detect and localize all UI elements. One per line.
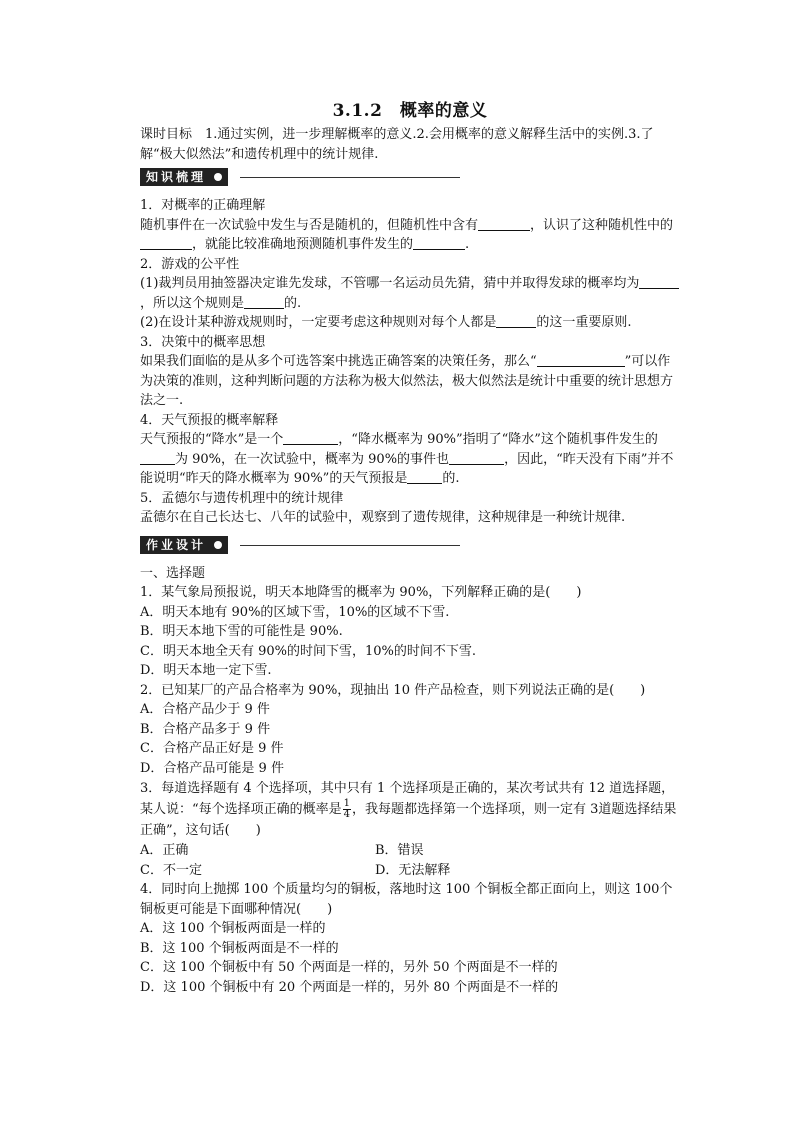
option-d[interactable]: D．明天本地一定下雪. [140,663,272,678]
document-page [140,100,680,997]
fill-blank[interactable] [449,450,504,465]
bullet-dot-icon [214,173,222,181]
question-stem: 3．每道选择题有 4 个选择项，其中只有 1 个选择项是正确的，某次考试共有 12 道选择题，某人说：“每个选择项正确的概率是 $\frac{1}{4}$ ，我每题都选择第一个选择项，则一定有 3道题选择结果正确”，这句话( ) [140,781,677,838]
fill-blank[interactable] [413,235,465,250]
option-c[interactable]: C．明天本地全天有 90%的时间下雪，10%的时间不下雪. [140,643,477,659]
option-c[interactable]: C．合格产品正好是 9 件 [140,741,284,756]
option-c[interactable]: C．这 100 个铜板中有 50 个两面是一样的，另外 50 个两面是不一样的 [140,960,558,975]
fill-blank[interactable] [639,274,679,289]
option-a[interactable]: A．合格产品少于 9 件 [140,702,270,717]
fill-blank[interactable] [140,450,175,465]
item-heading: 3．决策中的概率思想 [140,334,266,350]
fill-blank[interactable] [283,430,338,445]
section-badge: 作业设计 [140,536,228,554]
option-a[interactable]: A．这 100 个铜板两面是一样的 [140,921,326,936]
item-text: (1)裁判员用抽签器决定谁先发球，不管哪一名运动员先猜，猜中并取得发球的概率均为，所以这个规则是 的. [140,274,680,313]
page-title: 3.1.2 概率的意义 [332,101,488,121]
fill-blank[interactable] [496,313,536,328]
item-text: (2)在设计某种游戏规则时，一定要考虑这种规则对每个人都是 的这一重要原则. [140,315,632,330]
question-stem: 4．同时向上抛掷 100 个质量均匀的铜板，落地时这 100 个铜板全都正面向上，则这 100个铜板更可能是下面哪种情况( ) [140,882,673,917]
question-stem: 1．某气象局预报说，明天本地降雪的概率为 90%，下列解释正确的是( ) [140,585,582,600]
part-heading: 一、选择题 [140,565,206,581]
question-stem: 2．已知某厂的产品合格率为 90%，现抽出 10 件产品检查，则下列说法正确的是( ) [140,682,646,698]
fill-blank[interactable] [537,352,625,367]
item-text: 随机事件在一次试验中发生与否是随机的，但随机性中含有 ，认识了这种随机性中的，就能比较准确地预测随机事件发生的 . [140,217,674,252]
fill-blank[interactable] [140,235,192,250]
item-text: 孟德尔在自己长达七、八年的试验中，观察到了遗传规律，这种规律是一种统计规律. [140,510,626,525]
lesson-goal: 课时目标 1.通过实例，进一步理解概率的意义.2.会用概率的意义解释生活中的实例.3.了解“极大似然法”和遗传机理中的统计规律. [140,127,654,162]
option-row [140,861,680,881]
item-heading: 2．游戏的公平性 [140,256,240,272]
option-c[interactable]: C．不一定 [140,862,202,878]
option-b[interactable]: B．这 100 个铜板两面是不一样的 [140,940,339,956]
option-b[interactable]: B．合格产品多于 9 件 [140,721,271,737]
fill-blank[interactable] [407,469,442,484]
option-a[interactable]: A．明天本地有 90%的区域下雪，10%的区域不下雪. [140,604,450,620]
option-d[interactable]: D．这 100 个铜板中有 20 个两面是一样的，另外 80 个两面是不一样的 [140,979,559,995]
fill-blank[interactable] [478,216,530,231]
bullet-dot-icon [214,541,222,549]
option-b[interactable]: B．错误 [375,843,424,858]
section-header-homework [140,536,680,558]
divider [240,545,460,546]
option-d[interactable]: D．合格产品可能是 9 件 [140,760,284,776]
fill-blank[interactable] [244,294,284,309]
option-d[interactable]: D．无法解释 [375,862,451,878]
section-header-knowledge [140,168,680,190]
section-badge: 知识梳理 [140,168,228,186]
option-row [140,841,680,861]
item-text: 天气预报的“降水”是一个 ，“降水概率为 90%”指明了“降水”这个随机事件发生的为 90%，在一次试验中，概率为 90%的事件也 ，因此，“昨天没有下雨”并不能说明“昨天的降水概率为 90%”的天气预报是 的. [140,432,674,486]
item-heading: 5．孟德尔与遗传机理中的统计规律 [140,490,344,506]
divider [240,177,460,178]
item-text: 如果我们面临的是从多个可选答案中挑选正确答案的决策任务，那么“ ”可以作为决策的准则，这种判断问题的方法称为极大似然法，极大似然法是统计中重要的统计思想方法之一. [140,354,674,408]
fraction: $\frac{1}{4}$ [343,798,351,820]
item-heading: 4．天气预报的概率解释 [140,412,279,428]
option-b[interactable]: B．明天本地下雪的可能性是 90%. [140,624,343,639]
item-heading: 1．对概率的正确理解 [140,198,266,213]
option-a[interactable]: A．正确 [140,843,189,858]
